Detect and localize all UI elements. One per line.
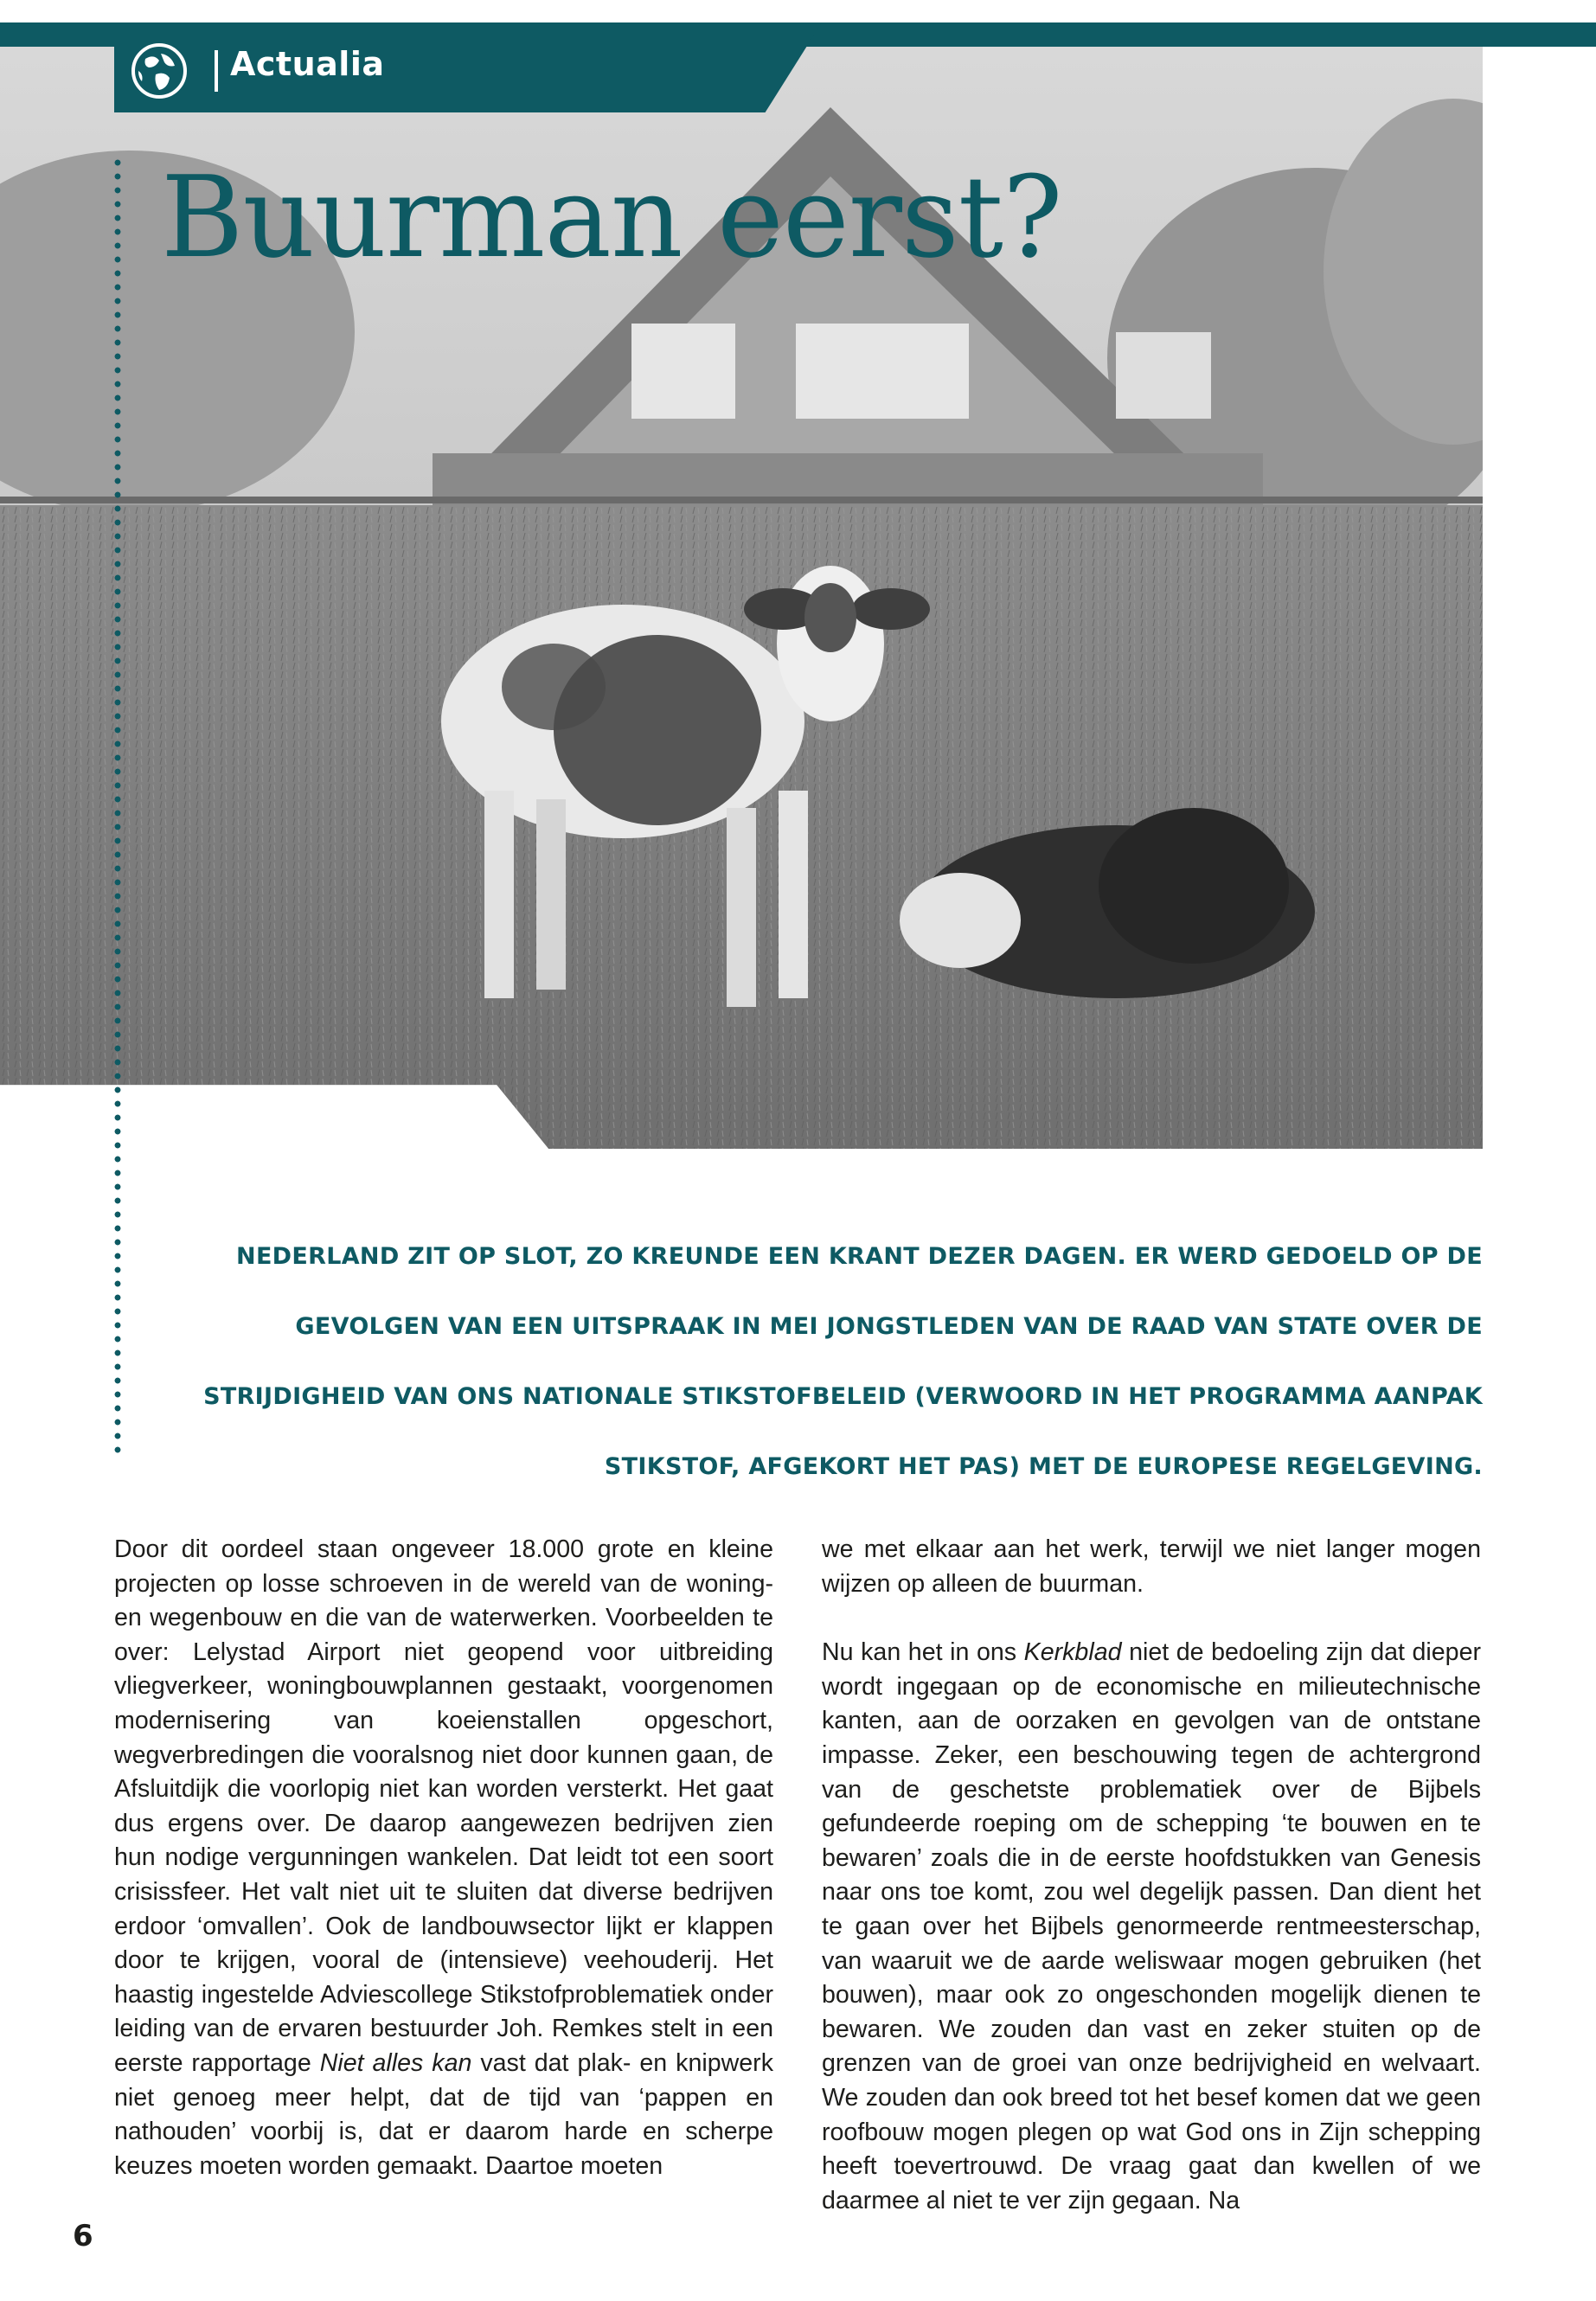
body-text: Nu kan het in ons xyxy=(822,1638,1024,1667)
body-paragraph xyxy=(822,1636,1481,2218)
section-label: Actualia xyxy=(230,45,385,83)
publication-title: Kerkblad xyxy=(1023,1638,1122,1667)
article-headline: Buurman eerst? xyxy=(161,151,1062,283)
body-text: Door dit oordeel staan ongeveer 18.000 grote en kleine projecten op losse schroeven in de wereld van de woning- en wegenbouw en die van de waterwerken. Voorbeelden te over: Lelystad Airport niet geopend voor uitbreiding vliegverkeer, woningbouwplannen gestaakt, voorgenomen modernisering van koeienstallen opgeschort, wegverbredingen die vooralsnog niet door kunnen gaan, de Afsluitdijk die voorlopig niet kan worden versterkt. Het gaat dus ergens over. De daarop aangewezen bedrijven zien hun nodige vergunningen wankelen. Dat leidt tot een soort crisissfeer. Het valt niet uit te sluiten dat diverse bedrijven erdoor ‘omvallen’. Ook de landbouwsector lijkt er klappen door te krijgen, vooral de (intensieve) veehouderij. Het haastig ingestelde Adviescollege Stikstofproblematiek onder leiding van de ervaren bestuurder Joh. Remkes stelt in een eerste rapportage xyxy=(114,1535,773,2077)
section-header xyxy=(114,22,822,112)
section-label-divider xyxy=(215,50,218,92)
report-title: Niet alles kan xyxy=(319,2048,472,2077)
body-paragraph: we met elkaar aan het werk, terwijl we niet langer mogen wijzen op alleen de buurman. xyxy=(822,1535,1481,1598)
article-column-right xyxy=(822,1533,1481,2253)
article-column-left xyxy=(114,1533,773,2218)
article-lead: NEDERLAND ZIT OP SLOT, ZO KREUNDE EEN KRANT DEZER DAGEN. ER WERD GEDOELD OP DE GEVOLGEN VAN EEN UITSPRAAK IN MEI JONGSTLEDEN VAN DE RAAD VAN STATE OVER DE STRIJDIGHEID VAN ONS NATIONALE STIKSTOFBELEID (VERWOORD IN HET PROGRAMMA AANPAK STIKSTOF, AFGEKORT HET PAS) MET DE EUROPESE REGELGEVING. xyxy=(203,1243,1483,1480)
globe-icon xyxy=(130,42,189,100)
body-text: vast dat plak- en knipwerk niet genoeg meer helpt, dat de tijd van ‘pappen en nathouden’ voorbij is, dat er daarom harde en scherpe keuzes moeten worden gemaakt. Daartoe moeten xyxy=(114,2048,773,2180)
body-paragraph xyxy=(114,1533,773,2183)
page-number: 6 xyxy=(73,2219,93,2253)
dotted-rule xyxy=(114,156,121,1453)
body-text: niet de bedoeling zijn dat dieper wordt ingegaan op de economische en milieutechnische kanten, aan de oorzaken en gevolgen van de ontstane impasse. Zeker, een beschouwing tegen de achtergrond van de geschetste problematiek over de Bijbels gefundeerde roeping om de schepping ‘te bouwen en te bewaren’ zoals die in de eerste hoofdstukken van Genesis naar ons toe komt, zou wel degelijk passen. Dan dient het te gaan over het Bijbels genormeerde rentmeesterschap, van waaruit we de aarde weliswaar mogen gebruiken (het bouwen), maar ook zo ongeschonden mogelijk dienen te bewaren. We zouden dan vast en zeker stuiten op de grenzen van de groei van onze bedrijvigheid en welvaart. We zouden dan ook breed tot het besef komen dat we geen roofbouw mogen plegen op wat God ons in Zijn schepping heeft toevertrouwd. De vraag gaat dan kwellen of we daarmee al niet te ver zijn gegaan. Na xyxy=(822,1638,1482,2214)
